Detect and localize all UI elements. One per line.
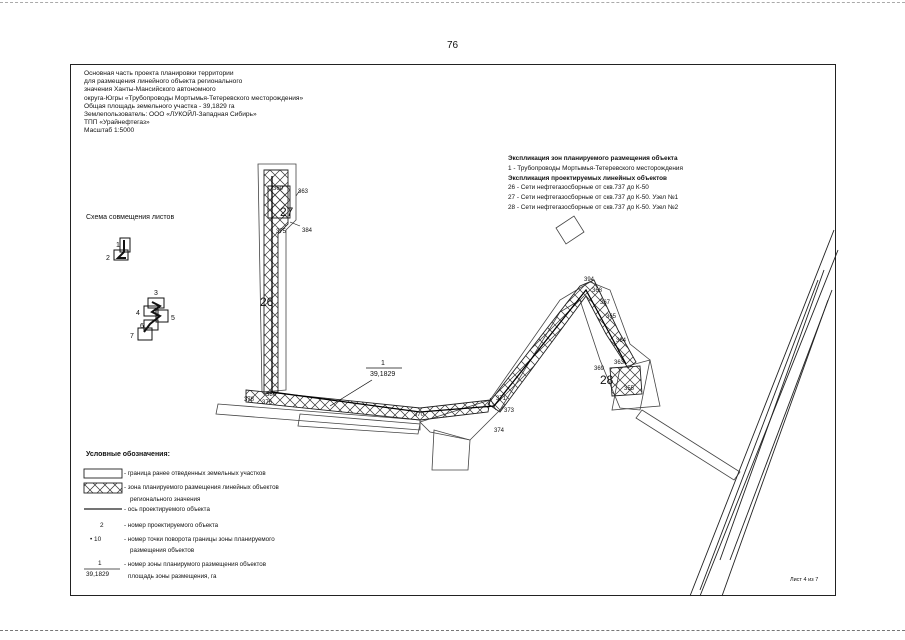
legend-item-zone-cont: регионального значения <box>130 496 201 503</box>
zone-area-label: 39,1829 <box>370 371 396 378</box>
point-label: 386 <box>266 392 277 398</box>
point-label: 367 <box>600 300 611 306</box>
object-label-28: 28 <box>600 373 614 387</box>
bottom-scan-edge <box>0 630 905 631</box>
object-item: 28 - Сети нефтегазосборные от скв.737 до К-50. Узел №2 <box>508 203 679 211</box>
point-label: 369 <box>594 366 605 372</box>
schema-label-7: 7 <box>130 333 134 340</box>
legend-symbol-zone-num: 1 <box>98 560 102 567</box>
object-item: 26 - Сети нефтегазосборные от скв.737 до К-50 <box>508 184 649 192</box>
title-line-8: Масштаб 1:5000 <box>84 127 135 135</box>
schema-label-4: 4 <box>136 310 140 317</box>
legend-item-axis: - ось проектируемого объекта <box>124 506 210 513</box>
title-line-6: Землепользователь: ООО «ЛУКОЙЛ-Западная Сибирь» <box>84 111 257 119</box>
legend-item-zone: - зона планируемого размещения линейных объектов <box>124 484 279 491</box>
sheet-footer: Лист 4 из 7 <box>790 577 819 583</box>
legend-title: Условные обозначения: <box>86 451 170 458</box>
point-label: 355 <box>624 386 635 392</box>
title-line-4: округа-Югры «Трубопроводы Мортымья-Тетеревского месторождения» <box>84 94 304 102</box>
point-label: 370 <box>414 412 425 418</box>
zone-item: 1 - Трубопроводы Мортымья-Тетеревского месторождения <box>508 164 683 172</box>
zone-number-label: 1 <box>381 360 385 367</box>
title-line-7: ТПП «Урайнефтегаз» <box>84 119 150 127</box>
objects-heading: Экспликация проектируемых линейных объектов <box>508 174 667 182</box>
point-label: 368 <box>592 288 603 294</box>
object-item: 27 - Сети нефтегазосборные от скв.737 до К-50. Узел №1 <box>508 194 679 202</box>
legend-item-zone-number: - номер зоны планирумого размещения объектов <box>124 561 267 568</box>
schema-title: Схема совмещения листов <box>86 214 175 221</box>
title-line-1: Основная часть проекта планировки территории <box>84 70 234 77</box>
legend-item-zone-area: площадь зоны размещения, га <box>128 573 217 580</box>
legend-symbols <box>84 469 122 569</box>
schema-label-3: 3 <box>154 290 158 297</box>
legend-symbol-zone <box>84 483 122 493</box>
legend-symbol-zone-area: 39,1829 <box>86 571 110 578</box>
existing-plot-square <box>556 216 584 244</box>
point-label: 363 <box>298 189 309 195</box>
legend-item-turn-point: - номер точки поворота границы зоны планируемого <box>124 536 275 543</box>
object-label-27: 27 <box>280 205 294 219</box>
point-label: 384 <box>302 228 313 234</box>
object-label-26: 26 <box>260 295 274 309</box>
point-label: 375 <box>276 229 287 235</box>
schema-label-5: 5 <box>171 315 175 322</box>
object-axis <box>272 176 626 412</box>
legend-symbol-plot <box>84 469 122 478</box>
page-number: 76 <box>446 40 459 51</box>
legend-item-object-number: - номер проектируемого объекта <box>124 522 219 529</box>
point-label: 360 <box>273 186 284 192</box>
legend-item-plot: - граница ранее отведенных земельных участков <box>124 470 266 477</box>
title-line-5: Общая площадь земельного участка - 39,1829 га <box>84 102 235 110</box>
point-label: 363 <box>614 360 625 366</box>
schema-label-2: 2 <box>106 255 110 262</box>
point-label: 365 <box>606 314 617 320</box>
legend-symbol-number: 2 <box>100 522 104 529</box>
zones-heading: Экспликация зон планируемого размещения объекта <box>508 155 678 162</box>
title-line-3: значения Ханты-Мансийского автономного <box>84 86 216 94</box>
point-label: 371 <box>496 396 507 402</box>
point-label: 373 <box>504 408 515 414</box>
point-label: 378 <box>244 397 255 403</box>
point-label: 374 <box>494 428 505 434</box>
schema-label-6: 6 <box>140 323 144 330</box>
existing-road-east <box>636 410 740 480</box>
legend-symbol-point: • 10 <box>90 536 102 543</box>
schema-label-1: 1 <box>116 242 120 249</box>
point-label: 376 <box>262 400 273 406</box>
point-label: 364 <box>616 338 627 344</box>
point-label: 394 <box>584 277 595 283</box>
road-corridor <box>690 230 838 596</box>
title-line-2: для размещения линейного объекта регионального <box>84 78 243 86</box>
legend-item-turn-point-cont: размещения объектов <box>130 547 195 554</box>
existing-plots <box>216 164 740 480</box>
